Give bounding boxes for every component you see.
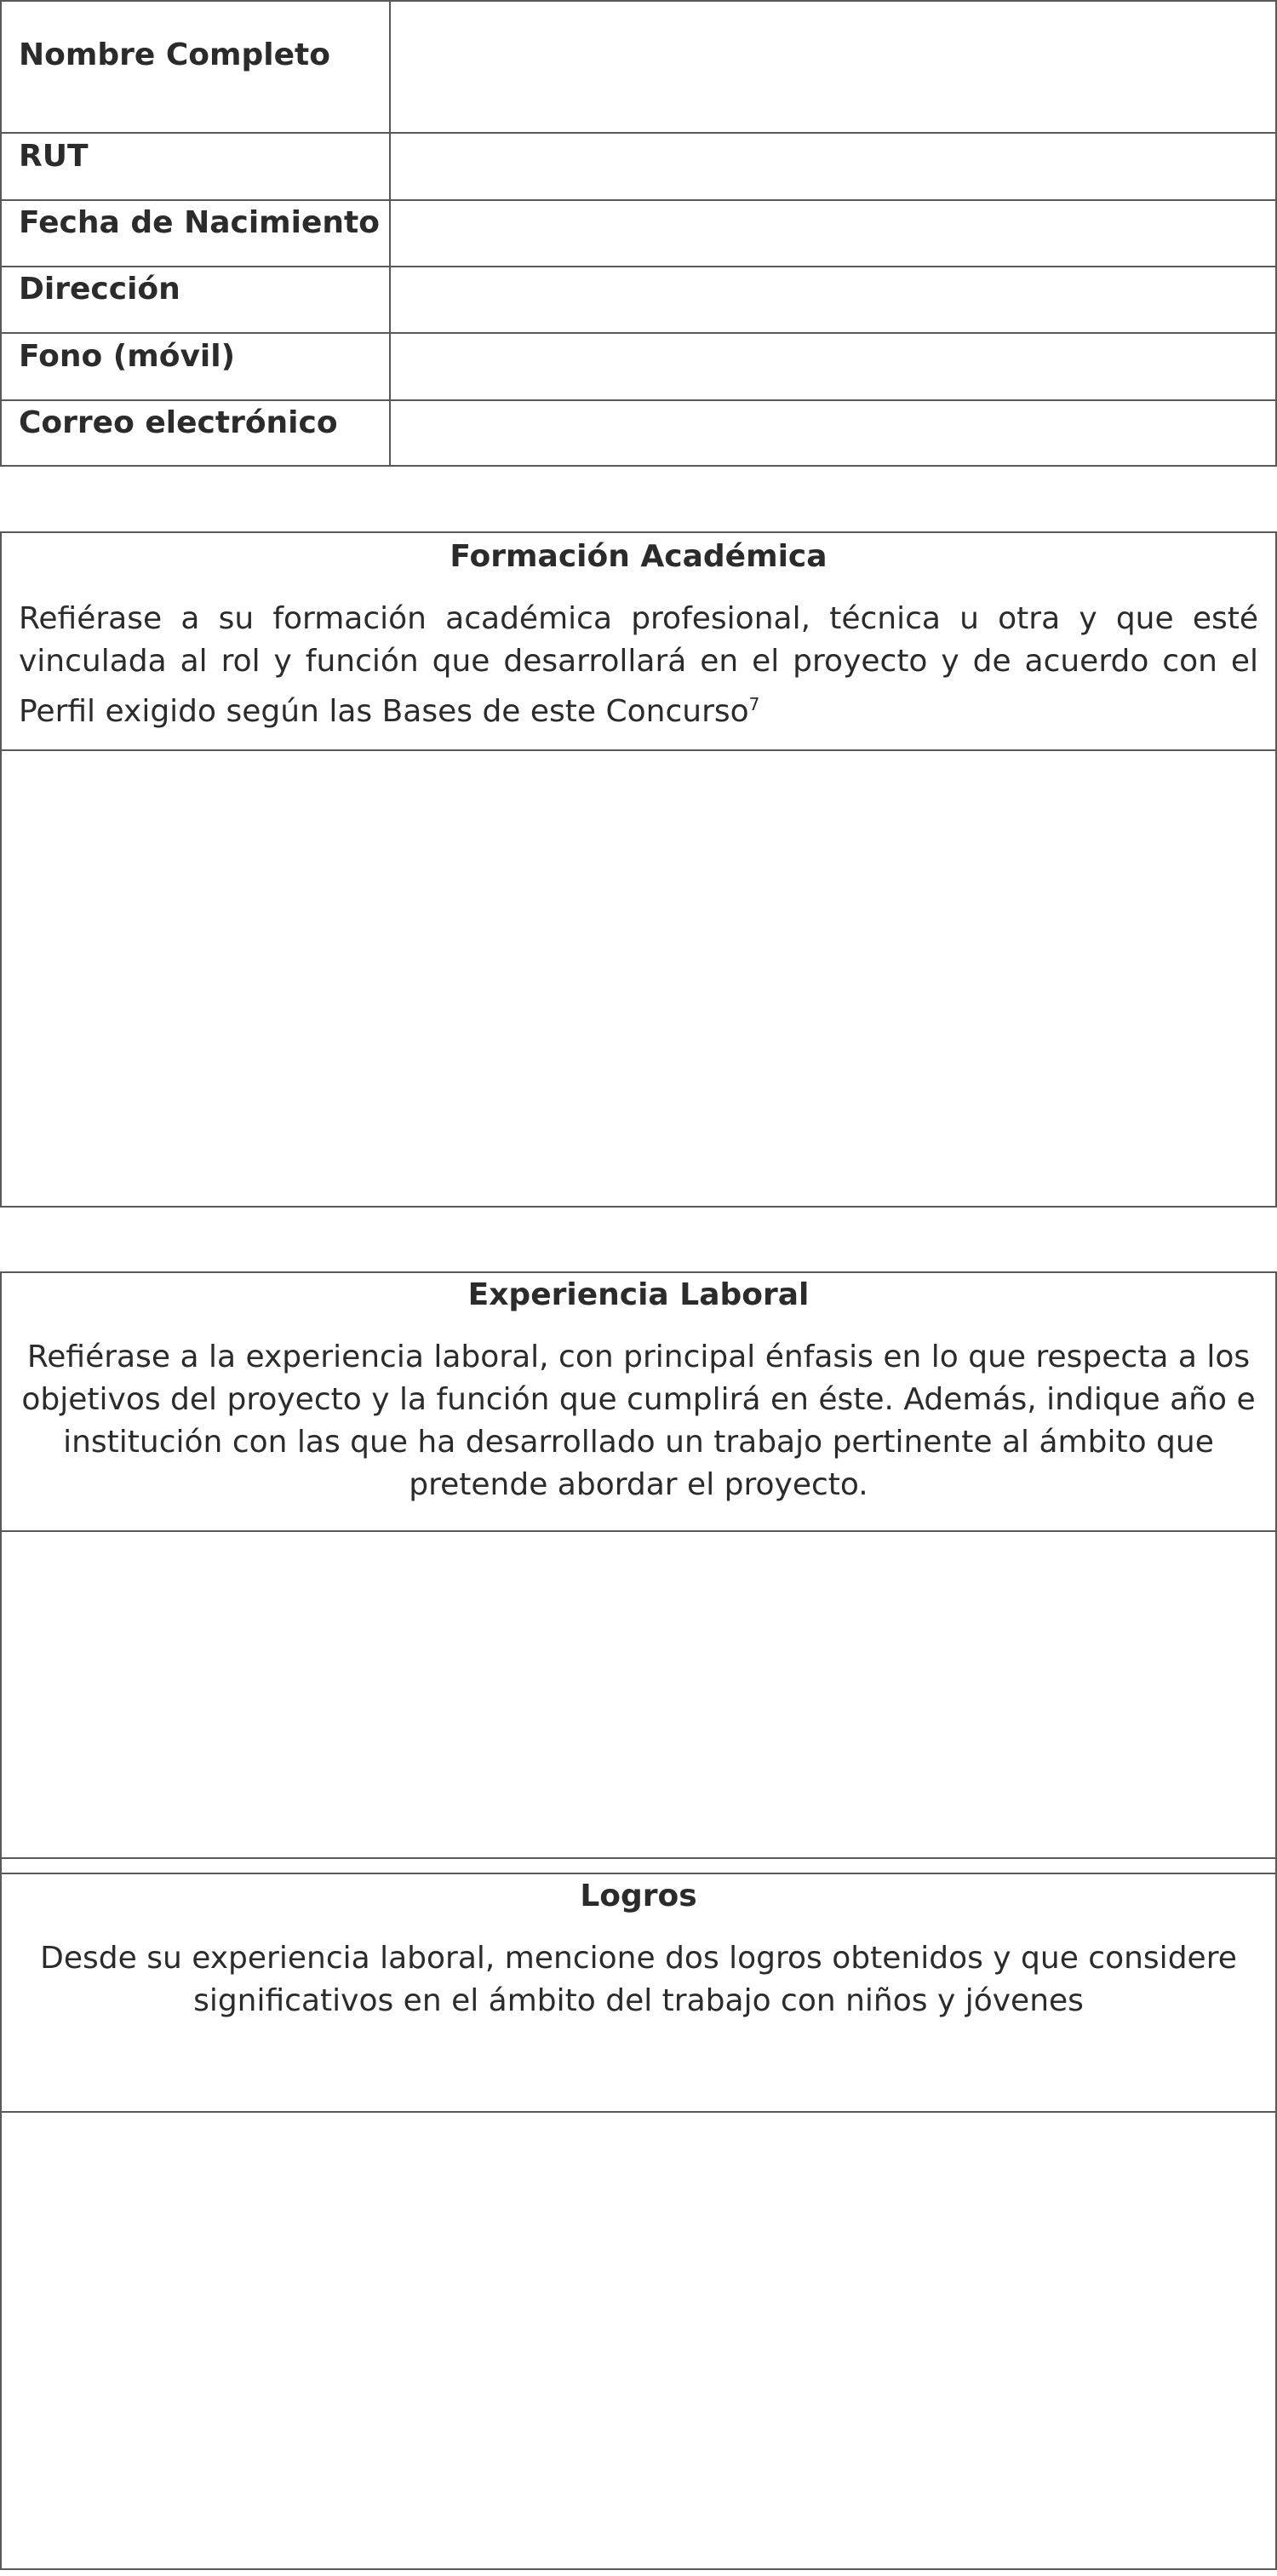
birth-date-label: Fecha de Nacimiento [19,205,381,240]
personal-info-table [0,0,1277,467]
formacion-description [19,598,1258,733]
logros-title: Logros [580,1879,697,1913]
experiencia-title: Experiencia Laboral [467,1277,810,1312]
table-row-divider [2,399,1275,401]
address-label: Dirección [19,272,180,307]
table-row-divider [2,132,1275,134]
mobile-phone-label: Fono (móvil) [19,339,236,374]
table-row-divider [2,266,1275,267]
section-divider [2,1857,1275,1859]
rut-label: RUT [19,139,89,174]
experiencia-description: Refiérase a la experiencia laboral, con principal énfasis en lo que respecta a los objetivos del proyecto y la función que cumplirá en éste. Además, indique año e institución con las que ha desarrollado un trabajo pertinente al ámbito que pretende abordar el proyecto. [21,1340,1256,1502]
table-row-divider [2,199,1275,201]
logros-answer-area[interactable] [2,2113,1275,2568]
experiencia-answer-area[interactable] [2,1532,1275,1857]
section-divider [2,1873,1275,1874]
logros-description: Desde su experiencia laboral, mencione dos logros obtenidos y que considere significativos en el ámbito del trabajo con niños y jóvenes [40,1941,1237,2018]
formacion-description-text: Refiérase a su formación académica profesional, técnica u otra y que esté vinculada al rol y función que desarrollará en el proyecto y de acuerdo con el Perfil exigido según las Bases de este Concurso [19,601,1258,729]
formacion-academica-section [0,531,1277,1208]
table-row-divider [2,332,1275,334]
experiencia-logros-section [0,1271,1277,2570]
table-column-divider [389,2,391,467]
formacion-title: Formación Académica [450,539,827,574]
formacion-answer-area[interactable] [2,751,1275,1206]
email-label: Correo electrónico [19,405,338,440]
footnote-marker: 7 [748,694,760,714]
full-name-label: Nombre Completo [19,37,330,72]
